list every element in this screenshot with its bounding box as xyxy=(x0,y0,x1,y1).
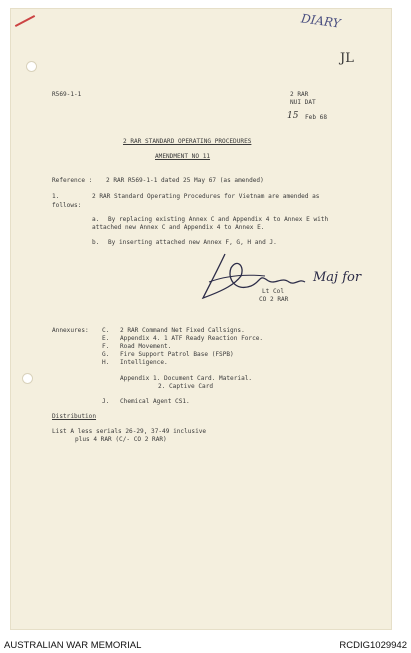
item-b-label: b. xyxy=(92,239,100,246)
annex-letter: F. xyxy=(102,343,110,350)
annexures-label: Annexures: xyxy=(52,327,89,334)
annex-title: Intelligence. xyxy=(120,359,168,366)
archive-record-id: RCDIG1029942 xyxy=(339,640,407,651)
handwritten-initials: JL xyxy=(340,51,354,66)
annex-title: Fire Support Patrol Base (FSPB) xyxy=(120,351,234,358)
item-a-line1: By replacing existing Annex C and Appendix 4 to Annex E with xyxy=(108,216,329,223)
punch-hole-top xyxy=(26,61,37,72)
document-title: 2 RAR STANDARD OPERATING PROCEDURES xyxy=(123,138,252,145)
signature-for-annotation: Maj for xyxy=(313,270,362,285)
archive-credit: AUSTRALIAN WAR MEMORIAL xyxy=(4,640,142,651)
annex-title: Road Movement. xyxy=(120,343,172,350)
distribution-line1: List A less serials 26-29, 37-49 inclusive xyxy=(52,428,207,435)
annex-title: Chemical Agent CS1. xyxy=(120,398,190,405)
item-a-line2: attached new Annex C and Appendix 4 to Annex E. xyxy=(92,224,265,231)
signatory-rank: Lt Col xyxy=(262,288,285,295)
appendix-1-line: Appendix 1. Document Card. Material. xyxy=(120,375,253,382)
location: NUI DAT xyxy=(290,99,316,106)
annex-title: 2 RAR Command Net Fixed Callsigns. xyxy=(120,327,245,334)
annex-title: Appendix 4. 1 ATF Ready Reaction Force. xyxy=(120,335,264,342)
item-b-text: By inserting attached new Annex F, G, H and J. xyxy=(108,239,277,246)
signatory-appointment: CO 2 RAR xyxy=(259,296,289,303)
paragraph-text-line1: 2 RAR Standard Operating Procedures for Vietnam are amended as xyxy=(92,193,320,200)
annex-letter: H. xyxy=(102,359,110,366)
amendment-number: AMENDMENT NO 11 xyxy=(155,153,211,160)
annex-letter: G. xyxy=(102,351,110,358)
annex-letter: C. xyxy=(102,327,110,334)
annex-letter: J. xyxy=(102,398,110,405)
annex-letter: E. xyxy=(102,335,110,342)
document-page xyxy=(10,8,392,630)
item-a-label: a. xyxy=(92,216,100,223)
paragraph-text-line2: follows: xyxy=(52,202,82,209)
reference-text: 2 RAR R569-1-1 dated 25 May 67 (as amended) xyxy=(106,177,264,184)
paragraph-number: 1. xyxy=(52,193,60,200)
document-date: Feb 68 xyxy=(305,114,328,121)
unit-name: 2 RAR xyxy=(290,91,309,98)
handwritten-day: 15 xyxy=(287,111,299,121)
reference-label: Reference : xyxy=(52,177,93,184)
file-reference: R569-1-1 xyxy=(52,91,82,98)
punch-hole-bottom xyxy=(22,373,33,384)
distribution-line2: plus 4 RAR (C/- CO 2 RAR) xyxy=(75,436,167,443)
appendix-2-line: 2. Captive Card xyxy=(158,383,214,390)
distribution-heading: Distribution xyxy=(52,413,97,420)
handwritten-diary-note: DIARY xyxy=(300,11,342,31)
